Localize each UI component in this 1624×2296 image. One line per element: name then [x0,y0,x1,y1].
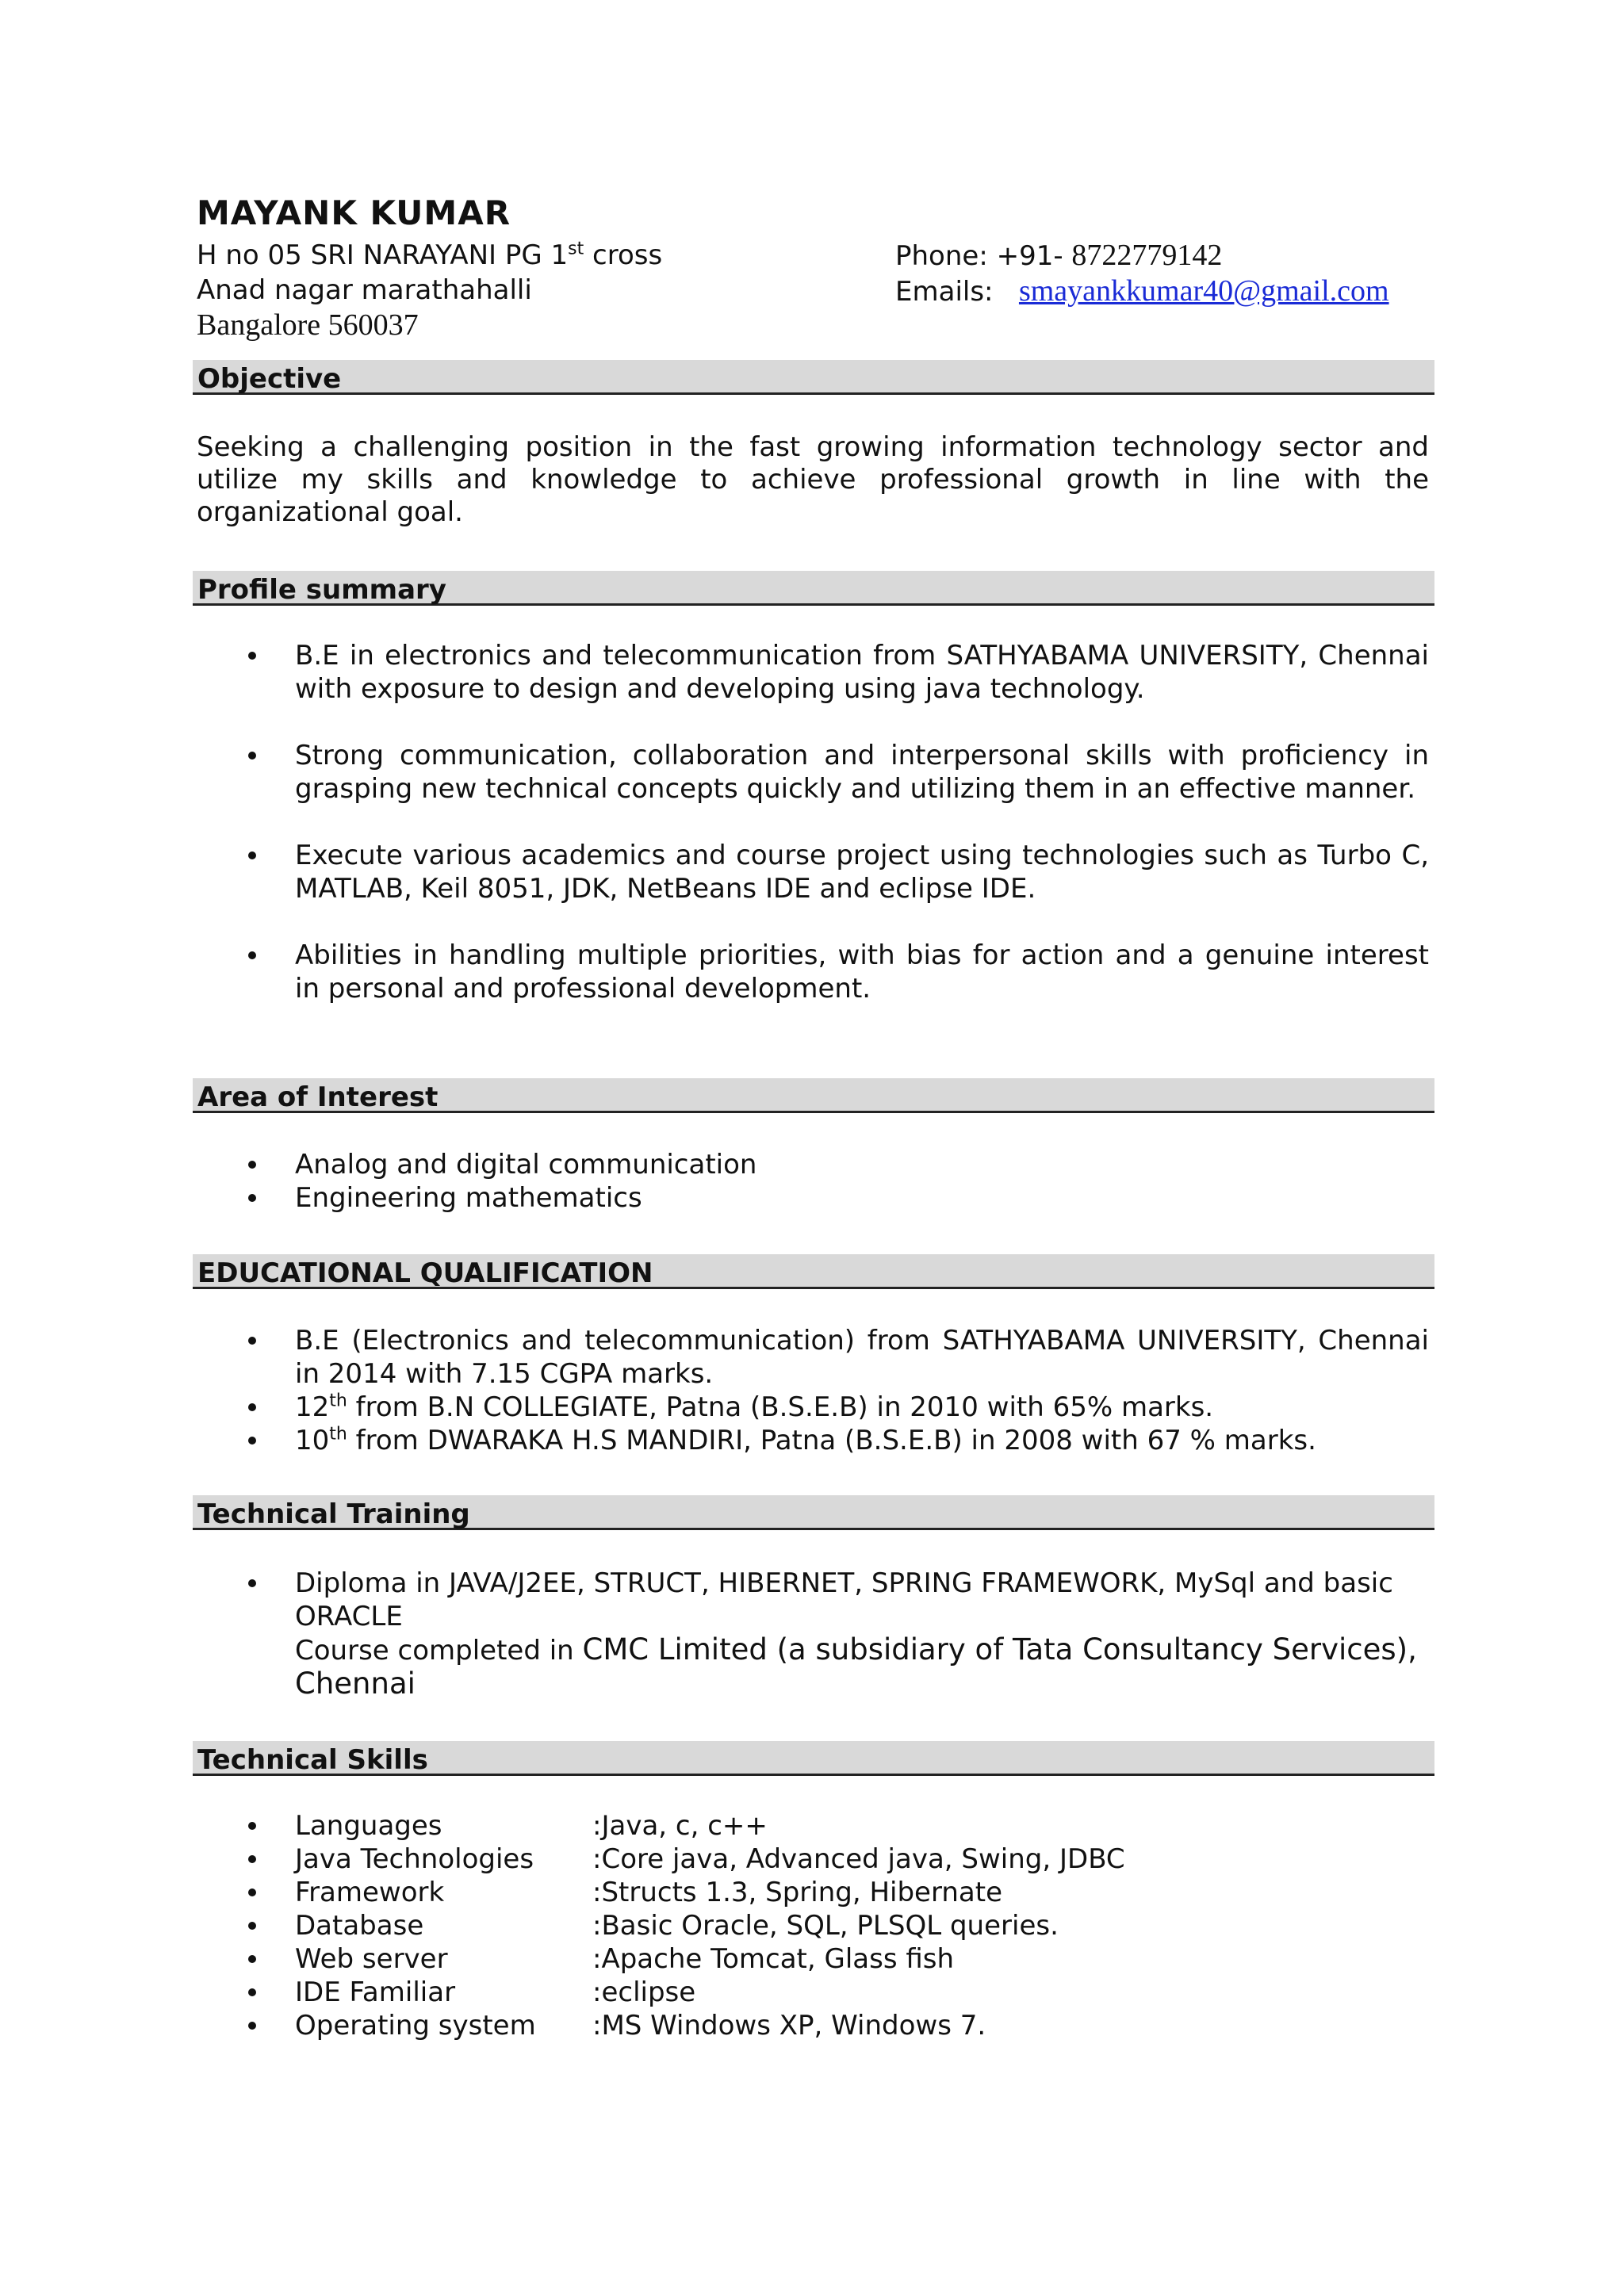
list-item [197,1424,1429,1457]
skill-label: Web server [295,1943,448,1975]
list-item [197,1976,1429,2009]
list-item [197,2009,1429,2042]
list-item [197,1876,1429,1909]
skill-label: Languages [295,1810,442,1842]
profile-summary-list [197,639,1429,1039]
list-item [197,1809,1429,1843]
skill-value: :Core java, Advanced java, Swing, JDBC [592,1843,1125,1875]
skill-label: Operating system [295,2010,536,2042]
list-item [197,1843,1429,1876]
email-link[interactable]: smayankkumar40@gmail.com [1018,274,1389,308]
technical-training-list [197,1567,1429,1701]
list-item: Execute various academics and course project using technologies such as Turbo C, MATLAB, Keil 8051, JDK, NetBeans IDE and eclipse IDE. [197,839,1429,905]
list-item: B.E (Electronics and telecommunication) from SATHYABAMA UNIVERSITY, Chennai in 2014 with 7.15 CGPA marks. [197,1324,1429,1391]
technical-skills-list [197,1809,1429,2042]
list-item [197,1567,1429,1701]
section-heading-objective: Objective [193,360,1434,395]
education-sup: th [329,1424,347,1445]
training-line-1: Diploma in JAVA/J2EE, STRUCT, HIBERNET, SPRING FRAMEWORK, MySql and basic ORACLE [295,1567,1393,1632]
education-num: 12 [295,1391,330,1423]
list-item: B.E in electronics and telecommunication from SATHYABAMA UNIVERSITY, Chennai with exposure to design and developing using java technology. [197,639,1429,706]
skill-value: :Apache Tomcat, Glass fish [592,1943,955,1975]
address-line-1-post: cross [584,239,663,271]
education-text: from B.N COLLEGIATE, Patna (B.S.E.B) in 2010 with 65% marks. [347,1391,1214,1423]
education-list [197,1324,1429,1457]
skill-value: :Structs 1.3, Spring, Hibernate [592,1877,1002,1908]
address-line-1 [197,238,662,273]
skill-label: Java Technologies [295,1843,534,1875]
training-line-2-company: CMC Limited (a subsidiary of Tata Consultancy Services), Chennai [295,1632,1417,1701]
email-label: Emails: [895,276,994,308]
candidate-name: MAYANK KUMAR [197,193,511,232]
education-text: from DWARAKA H.S MANDIRI, Patna (B.S.E.B) in 2008 with 67 % marks. [347,1425,1316,1456]
section-heading-profile-summary: Profile summary [193,571,1434,606]
skill-value: :MS Windows XP, Windows 7. [592,2010,986,2042]
address-line-1-sup: st [568,239,584,259]
education-sup: th [329,1391,347,1411]
section-heading-area-of-interest: Area of Interest [193,1078,1434,1113]
address-line-1-text: H no 05 SRI NARAYANI PG 1 [197,239,569,271]
section-heading-education: EDUCATIONAL QUALIFICATION [193,1254,1434,1289]
phone-label: Phone: +91- [895,240,1063,272]
skill-label: Database [295,1910,424,1942]
contact-block [895,238,1389,309]
training-line-2 [295,1633,1429,1701]
email-line [895,274,1389,309]
skill-value: :eclipse [592,1976,696,2008]
skill-label: IDE Familiar [295,1976,456,2008]
skill-value: :Basic Oracle, SQL, PLSQL queries. [592,1910,1059,1942]
list-item: Strong communication, collaboration and interpersonal skills with proficiency in grasping new technical concepts quickly and utilizing them in an effective manner. [197,739,1429,806]
objective-text: Seeking a challenging position in the fast growing information technology sector and utilize my skills and knowledge to achieve professional growth in line with the organizational goal. [197,431,1429,528]
address-line-2: Anad nagar marathahalli [197,274,532,306]
section-heading-technical-training: Technical Training [193,1495,1434,1530]
list-item: Analog and digital communication [197,1148,1429,1181]
skill-label: Framework [295,1877,445,1908]
training-line-2-pre: Course completed in [295,1635,583,1667]
section-heading-technical-skills: Technical Skills [193,1741,1434,1776]
address-block [197,238,662,342]
area-of-interest-list [197,1148,1429,1215]
list-item [197,1942,1429,1976]
address-line-3: Bangalore 560037 [197,308,419,342]
list-item [197,1909,1429,1942]
list-item: Engineering mathematics [197,1181,1429,1215]
phone-line [895,238,1389,274]
list-item [197,1391,1429,1424]
phone-number: 8722779142 [1071,239,1223,272]
skill-value: :Java, c, c++ [592,1810,768,1842]
list-item: Abilities in handling multiple priorities, with bias for action and a genuine interest in personal and professional development. [197,939,1429,1005]
education-num: 10 [295,1425,330,1456]
